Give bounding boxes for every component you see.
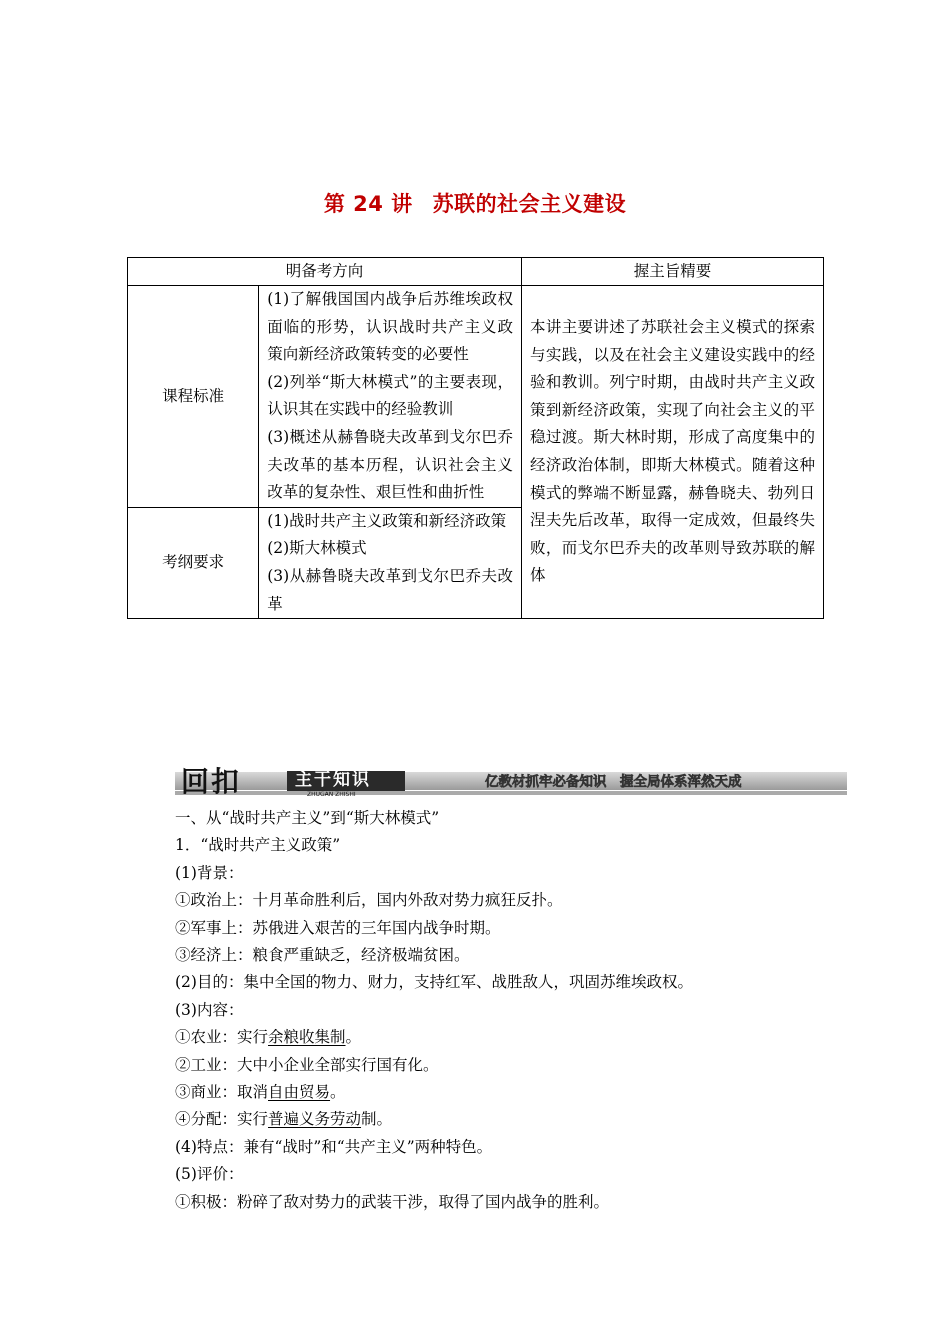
syllabus-item: (2)斯大林模式 — [267, 539, 367, 558]
body-content — [175, 805, 855, 1216]
syllabus-item: (3)从赫鲁晓夫改革到戈尔巴乔夫改革 — [267, 566, 513, 613]
row-label-syllabus: 考纲要求 — [128, 507, 259, 618]
content-item-text: ①农业：实行 — [175, 1028, 269, 1047]
lesson-title: 苏联的社会主义建设 — [432, 192, 627, 216]
background-item: ①政治上：十月革命胜利后，国内外敌对势力疯狂反扑。 — [175, 891, 563, 910]
content-item-key: 普遍义务劳动 — [268, 1110, 362, 1129]
content-item-key: 自由贸易 — [268, 1083, 331, 1102]
content-label: (3)内容： — [175, 1000, 244, 1019]
content-item — [175, 1079, 855, 1106]
summary-text: 本讲主要讲述了苏联社会主义模式的探索与实践，以及在社会主义建设实践中的经验和教训。列宁时期，由战时共产主义政策到新经济政策，实现了向社会主义的平稳过渡。斯大林时期，形成了高度集中的经济政治体制，即斯大林模式。随着这种模式的弊端不断显露，赫鲁晓夫、勃列日涅夫先后改革，取得一定成效，但最终失败，而戈尔巴乔夫的改革则导致苏联的解体 — [521, 286, 823, 619]
content-item — [175, 1052, 855, 1079]
curriculum-item: (3)概述从赫鲁晓夫改革到戈尔巴乔夫改革的基本历程，认识社会主义改革的复杂性、艰巨性和曲折性 — [267, 427, 513, 502]
content-item-text: ③商业：取消 — [175, 1083, 269, 1102]
curriculum-items — [259, 286, 522, 508]
header-key-points: 握主旨精要 — [521, 258, 823, 286]
content-item-end: 。 — [345, 1028, 362, 1047]
evaluation-label: (5)评价： — [175, 1165, 244, 1184]
feature-line: (4)特点：兼有“战时”和“共产主义”两种特色。 — [175, 1137, 493, 1156]
banner-slogan: 亿教材抓牢必备知识 握全局体系浑然天成 — [485, 774, 742, 790]
content-item-end: 。 — [330, 1083, 346, 1102]
content-item-text: ④分配：实行 — [175, 1110, 269, 1129]
content-item-text: ②工业：大中小企业全部实行国有化。 — [175, 1055, 439, 1074]
curriculum-item: (1)了解俄国国内战争后苏维埃政权面临的形势，认识战时共产主义政策向新经济政策转变的必要性 — [267, 290, 513, 364]
sub-heading: 1．“战时共产主义政策” — [175, 836, 341, 855]
evaluation-item: ①积极：粉碎了敌对势力的武装干涉，取得了国内战争的胜利。 — [175, 1192, 610, 1211]
background-label: (1)背景： — [175, 863, 244, 882]
lesson-number: 第 24 讲 — [323, 192, 413, 216]
banner-huikou: 回扣 — [181, 765, 242, 797]
section-banner — [175, 765, 847, 797]
page-title — [0, 188, 950, 218]
syllabus-items — [259, 507, 522, 618]
purpose-line: (2)目的：集中全国的物力、财力，支持红军、战胜敌人，巩固苏维埃政权。 — [175, 973, 693, 992]
banner-pinyin: ZHUGAN ZHISHI — [307, 791, 356, 797]
background-item: ③经济上：粮食严重缺乏，经济极端贫困。 — [175, 946, 470, 965]
content-item-key: 余粮收集制 — [268, 1028, 346, 1047]
syllabus-item: (1)战时共产主义政策和新经济政策 — [267, 511, 507, 530]
header-exam-direction: 明备考方向 — [128, 258, 522, 286]
banner-zhugan: 主干知识 — [295, 770, 371, 790]
background-item: ②军事上：苏俄进入艰苦的三年国内战争时期。 — [175, 918, 501, 937]
content-item — [175, 1024, 855, 1051]
content-item-end: 制。 — [361, 1110, 393, 1129]
content-item — [175, 1106, 855, 1133]
curriculum-item: (2)列举“斯大林模式”的主要表现，认识其在实践中的经验教训 — [267, 372, 513, 419]
overview-table — [127, 257, 824, 619]
row-label-curriculum: 课程标准 — [128, 286, 259, 508]
section-heading: 一、从“战时共产主义”到“斯大林模式” — [175, 809, 440, 827]
